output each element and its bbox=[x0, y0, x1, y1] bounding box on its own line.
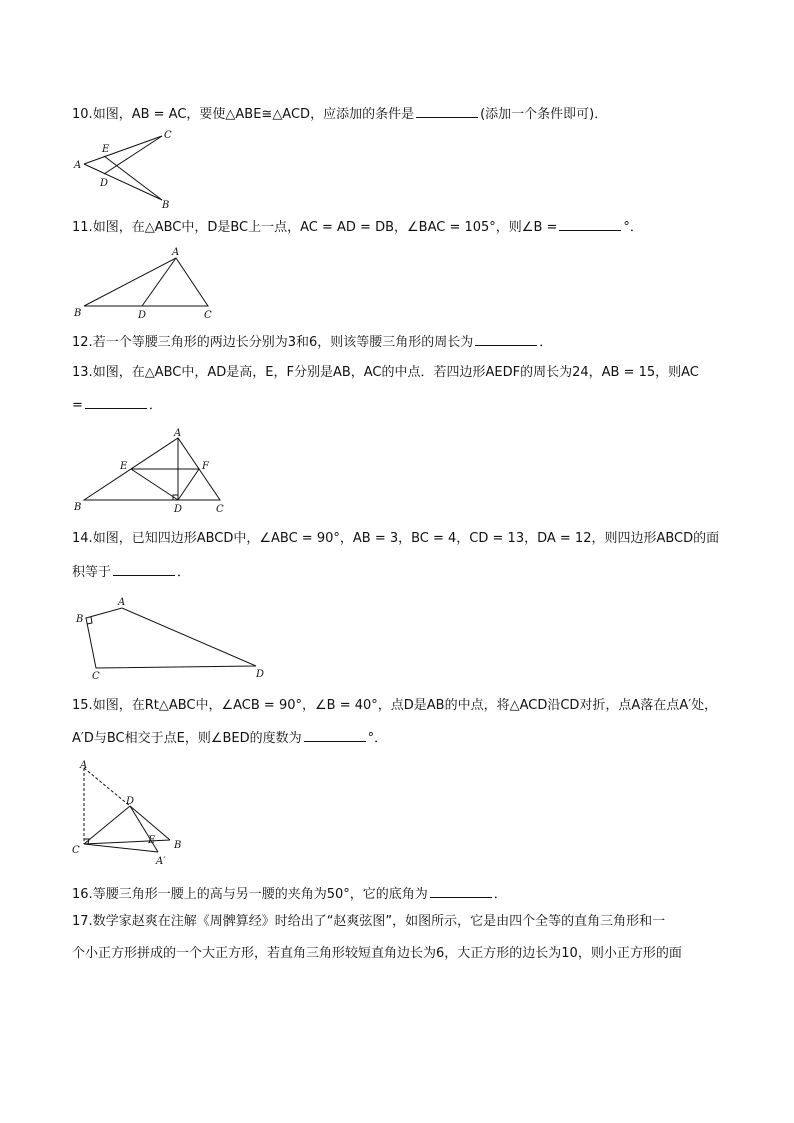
label-c: C bbox=[204, 310, 212, 320]
label-d: D bbox=[138, 310, 147, 320]
quadrilateral-abcd bbox=[86, 608, 256, 668]
question-10-line-1 bbox=[72, 105, 607, 123]
question-number: 17. bbox=[72, 914, 93, 929]
label-e: E bbox=[120, 461, 128, 472]
question-number: 13. bbox=[72, 365, 93, 380]
segment-fd bbox=[178, 469, 199, 500]
label-a: A bbox=[172, 247, 180, 258]
question-text-after: (添加一个条件即可)． bbox=[480, 107, 608, 122]
dashed-ad bbox=[84, 768, 130, 806]
question-13-line-2 bbox=[72, 396, 162, 414]
question-14-line-2 bbox=[72, 563, 190, 581]
question-text: 如图，在△ABC中，D是BC上一点，AC = AD = DB，∠BAC = 105°，则∠B = bbox=[92, 220, 558, 235]
question-15-line-1 bbox=[72, 697, 717, 714]
question-11-line-1 bbox=[72, 218, 643, 236]
segment-ad bbox=[142, 258, 176, 306]
figure-q10 bbox=[72, 128, 182, 210]
question-text: 如图，AB = AC，要使△ABE≅△ACD，应添加的条件是 bbox=[92, 107, 415, 122]
question-number: 12. bbox=[72, 335, 93, 350]
question-17-line-2 bbox=[72, 945, 682, 962]
label-a: A bbox=[80, 760, 88, 771]
segment-ac bbox=[84, 136, 162, 164]
label-c: C bbox=[216, 504, 224, 515]
question-number: 10. bbox=[72, 107, 93, 122]
segment-ca1 bbox=[84, 844, 158, 852]
question-text: = bbox=[72, 398, 83, 413]
figure-q11 bbox=[70, 244, 220, 320]
question-14-line-1 bbox=[72, 530, 719, 547]
segment-cd bbox=[104, 136, 162, 174]
question-text: 如图，已知四边形ABCD中，∠ABC = 90°，AB = 3，BC = 4，CD = 13，DA = 12，则四边形ABCD的面 bbox=[92, 531, 720, 546]
label-b: B bbox=[74, 502, 82, 513]
figure-q15 bbox=[68, 758, 193, 870]
label-b: B bbox=[174, 840, 182, 851]
question-text: 若一个等腰三角形的两边长分别为3和6，则该等腰三角形的周长为 bbox=[92, 335, 474, 350]
question-number: 16. bbox=[72, 887, 93, 902]
segment-be bbox=[104, 156, 162, 200]
label-e: E bbox=[148, 835, 156, 846]
label-d: D bbox=[126, 796, 135, 807]
question-text: 如图，在△ABC中，AD是高，E，F分别是AB，AC的中点．若四边形AEDF的周长为24，AB = 15，则AC bbox=[92, 365, 699, 380]
label-a: A bbox=[174, 428, 182, 439]
triangle-abc bbox=[84, 258, 208, 306]
label-c: C bbox=[164, 130, 172, 141]
question-15-line-2 bbox=[72, 729, 387, 747]
question-text-after: °． bbox=[623, 220, 643, 235]
question-number: 15. bbox=[72, 698, 93, 713]
label-f: F bbox=[202, 461, 209, 472]
question-text-after: ． bbox=[148, 398, 162, 413]
label-b: B bbox=[74, 308, 82, 319]
right-angle-mark bbox=[87, 617, 92, 624]
label-c: C bbox=[92, 671, 100, 682]
question-number: 14. bbox=[72, 531, 93, 546]
label-a: A bbox=[118, 597, 126, 608]
figure-q14 bbox=[70, 594, 270, 682]
question-text: 数学家赵爽在注解《周髀算经》时给出了“赵爽弦图”，如图所示，它是由四个全等的直角三角形和一 bbox=[92, 914, 666, 929]
question-text: 等腰三角形一腰上的高与另一腰的夹角为50°，它的底角为 bbox=[92, 887, 428, 902]
segment-ed bbox=[131, 469, 178, 500]
segment-cd bbox=[84, 806, 130, 844]
segment-ab bbox=[84, 164, 162, 200]
question-text-after: °． bbox=[367, 731, 388, 746]
segment-cb bbox=[84, 840, 170, 844]
question-text: 如图，在Rt△ABC中，∠ACB = 90°，∠B = 40°，点D是AB的中点，将△ACD沿CD对折，点A落在点A′处， bbox=[92, 698, 718, 713]
answer-blank[interactable] bbox=[475, 333, 537, 346]
answer-blank[interactable] bbox=[304, 729, 366, 742]
label-a: A bbox=[74, 160, 82, 171]
label-b: B bbox=[162, 200, 170, 210]
label-e: E bbox=[102, 144, 110, 155]
question-12-line-1 bbox=[72, 333, 552, 351]
answer-blank[interactable] bbox=[416, 105, 478, 118]
figure-q13 bbox=[70, 426, 235, 516]
label-d: D bbox=[100, 178, 109, 189]
question-text-after: ． bbox=[539, 335, 553, 350]
question-text-after: ． bbox=[493, 887, 507, 902]
question-text: 个小正方形拼成的一个大正方形，若直角三角形较短直角边长为6，大正方形的边长为10，则小正方形的面 bbox=[72, 946, 682, 961]
answer-blank[interactable] bbox=[559, 218, 621, 231]
question-16-line-1 bbox=[72, 885, 507, 903]
question-13-line-1 bbox=[72, 364, 699, 381]
answer-blank[interactable] bbox=[430, 885, 492, 898]
answer-blank[interactable] bbox=[85, 396, 147, 409]
question-text: 积等于 bbox=[72, 565, 112, 580]
label-b: B bbox=[76, 614, 84, 625]
question-17-line-1 bbox=[72, 913, 665, 930]
label-d: D bbox=[256, 669, 265, 680]
label-a-prime: A′ bbox=[156, 856, 166, 867]
question-number: 11. bbox=[72, 220, 93, 235]
question-text: A′D与BC相交于点E，则∠BED的度数为 bbox=[72, 731, 302, 746]
label-c: C bbox=[72, 845, 80, 856]
question-text-after: ． bbox=[177, 565, 191, 580]
label-d: D bbox=[174, 504, 183, 515]
answer-blank[interactable] bbox=[113, 563, 175, 576]
